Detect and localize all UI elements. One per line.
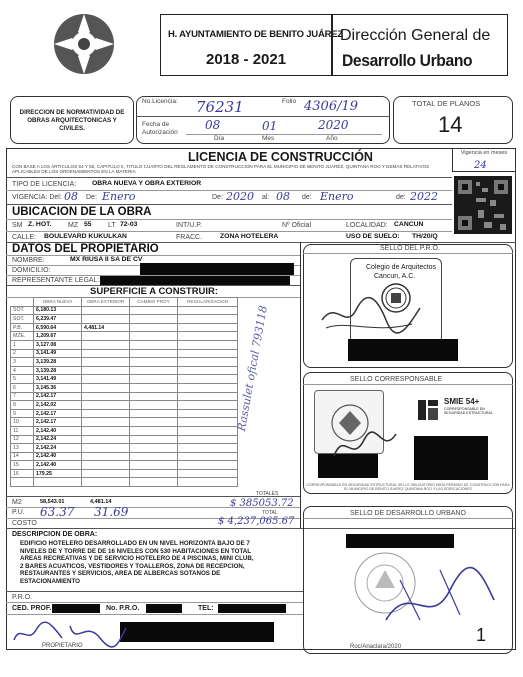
lt-value: 72-03 [120, 221, 138, 228]
descripcion-line: NIVELES DE Y TORRE DE DE 16 NIVELES CON 530 HABITACIONES EN TOTAL [20, 547, 252, 555]
corresponsable-small-text: CORRESPONSABLE EN SEGURIDAD ESTRUCTURAL SELLO OBLIGATORIO PARA PERMISO DE CONSTRUCCION PARA EL MUNICIPIO DE BENITO JUAREZ QUINTANA ROO Y LAS EDIFICACIONES [306, 483, 510, 492]
obra-nueva-cell: 3,145.36 [34, 383, 82, 392]
obra-nueva-cell: 3,139.28 [34, 358, 82, 367]
al-label: al: [262, 194, 270, 201]
regularizacion-cell [178, 418, 238, 427]
cambio-proy-cell [130, 340, 178, 349]
corresponsable-divider [303, 384, 513, 385]
mes-value: 01 [262, 119, 278, 133]
fecha-label: Fecha de Autorización [142, 121, 178, 136]
tipo-value: OBRA NUEVA Y OBRA EXTERIOR [92, 180, 202, 187]
obra-exterior-cell [82, 315, 130, 324]
licencia-value: 76231 [196, 98, 244, 116]
obra-nueva-cell: 1,209.67 [34, 332, 82, 341]
row-label: 6 [11, 383, 34, 392]
obra-nueva-cell: 2,142.24 [34, 435, 82, 444]
de3-value: Enero [320, 190, 354, 203]
header-regularizacion: REGULARIZACION [178, 298, 238, 307]
nombre-label: NOMBRE: [12, 257, 45, 264]
vigencia-divider [6, 204, 452, 205]
obra-exterior-cell [82, 452, 130, 461]
domicilio-label: DOMICILIO: [12, 267, 51, 274]
sm-value: Z. HOT. [28, 221, 52, 228]
regularizacion-cell [178, 332, 238, 341]
regularizacion-cell [178, 366, 238, 375]
sm-label: SM [12, 222, 23, 229]
regularizacion-cell [178, 478, 238, 487]
table-row [11, 315, 238, 324]
cambio-proy-cell [130, 332, 178, 341]
cambio-proy-cell [130, 435, 178, 444]
de1-label: De: [86, 194, 97, 201]
obra-nueva-cell: 3,141.49 [34, 349, 82, 358]
nopro-label: No. P.R.O. [106, 605, 140, 612]
obra-exterior-cell [82, 478, 130, 487]
vigencia-del-value: 08 [64, 190, 78, 203]
fracc-value: ZONA HOTELERA [220, 233, 279, 240]
de1-value: Enero [102, 190, 136, 203]
de4-value: 2022 [410, 190, 438, 203]
descripcion-bottom-divider [6, 591, 303, 592]
header [10, 8, 515, 80]
obra-nueva-cell: 2,142.17 [34, 418, 82, 427]
propietario-label: PROPIETARIO [42, 643, 83, 649]
obra-exterior-cell [82, 366, 130, 375]
cambio-proy-cell [130, 383, 178, 392]
dept-text: DIRECCION DE NORMATIVIDAD DE OBRAS ARQUITECTONICAS Y CIVILES. [19, 109, 125, 132]
sello-pro-title: SELLO DEL P.R.O. [380, 245, 440, 252]
table-row [11, 461, 238, 470]
cambio-proy-cell [130, 306, 178, 315]
table-row [11, 435, 238, 444]
obra-nueva-cell: 6,180.13 [34, 306, 82, 315]
obra-nueva-cell: 6,590.64 [34, 323, 82, 332]
obra-exterior-cell [82, 426, 130, 435]
obra-exterior-cell [82, 418, 130, 427]
superficie-body [11, 306, 238, 486]
smie-stamp [416, 396, 506, 424]
ced-redacted [52, 604, 100, 613]
colegio-line1: Colegio de Arquitectos [366, 264, 437, 271]
anio-label: Año [326, 135, 338, 142]
cambio-proy-cell [130, 469, 178, 478]
total-value: $ 385053.72 [230, 498, 294, 509]
direccion-line2: Desarrollo Urbano [342, 51, 473, 70]
sello-corresponsable-title: SELLO CORRESPONSABLE [350, 376, 443, 383]
page-number: 1 [476, 625, 487, 645]
tipo-label: TIPO DE LICENCIA: [12, 181, 77, 188]
obra-nueva-cell: 179.25 [34, 469, 82, 478]
cambio-proy-cell [130, 426, 178, 435]
sello-pro-divider [303, 253, 513, 254]
descripcion-line: ESTACIONAMIENTO [20, 577, 80, 585]
cambio-proy-cell [130, 452, 178, 461]
row-label: 9 [11, 409, 34, 418]
al-value: 08 [276, 190, 290, 203]
obra-exterior-cell [82, 349, 130, 358]
regularizacion-cell [178, 452, 238, 461]
obra-nueva-cell: 2,142.24 [34, 444, 82, 453]
table-row [11, 392, 238, 401]
obra-nueva-cell: 2,142.17 [34, 409, 82, 418]
table-row [11, 375, 238, 384]
ubicacion-title: UBICACION DE LA OBRA [12, 206, 152, 218]
total-planos-label: TOTAL DE PLANOS [412, 99, 481, 108]
uso-value: TH/20/Q [412, 233, 438, 240]
descripcion-text [20, 540, 300, 585]
regularizacion-cell [178, 375, 238, 384]
corresponsable-redacted-right [414, 436, 488, 480]
ayuntamiento-prefix: H. AYUNTAMIENTO DE [168, 29, 270, 40]
obra-nueva-cell: 6,239.47 [34, 315, 82, 324]
obra-exterior-cell [82, 409, 130, 418]
regularizacion-cell [178, 426, 238, 435]
row-label: SOT. [11, 306, 34, 315]
dia-value: 08 [205, 118, 221, 132]
calle-label: CALLE: [12, 234, 37, 241]
nombre-value: MX RIUSA II SA DE CV [70, 256, 143, 263]
folio-label: Folio [282, 98, 297, 105]
row-label: P.B. [11, 323, 34, 332]
obra-exterior-cell [82, 375, 130, 384]
legal-divider [6, 177, 452, 178]
period: 2018 - 2021 [206, 51, 287, 68]
representante-label: REPRESENTANTE LEGAL: [12, 277, 100, 284]
regularizacion-cell [178, 401, 238, 410]
obra-nueva-cell [34, 478, 82, 487]
tel-redacted [218, 604, 286, 613]
corresponsable-signature [330, 426, 400, 466]
cambio-proy-cell [130, 409, 178, 418]
regularizacion-cell [178, 409, 238, 418]
row-label: 8 [11, 401, 34, 410]
obra-exterior-cell [82, 469, 130, 478]
superficie-table [10, 297, 238, 487]
pro-divider [6, 602, 303, 603]
cambio-proy-cell [130, 478, 178, 487]
nopro-redacted [146, 604, 182, 613]
row-label: 10 [11, 418, 34, 427]
pu-label: P.U. [12, 509, 25, 516]
row-label: 13 [11, 444, 34, 453]
obra-exterior-cell [82, 444, 130, 453]
obra-exterior-cell [82, 435, 130, 444]
table-row [11, 409, 238, 418]
cambio-proy-cell [130, 418, 178, 427]
regularizacion-cell [178, 349, 238, 358]
table-row [11, 444, 238, 453]
representante-redacted [140, 263, 294, 275]
obra-nueva-cell: 3,139.28 [34, 366, 82, 375]
propietario-divider [6, 255, 300, 256]
descripcion-line: 2 BARES ACUATICOS, VESTIDORES Y TOALLEROS, ZONA DE RECEPCION, [20, 562, 245, 570]
obra-exterior-cell [82, 332, 130, 341]
row-label: 15 [11, 461, 34, 470]
smie-small: CORRESPONSABLE EN SEGURIDAD ESTRUCTURAL [444, 407, 493, 415]
de2-label: De: [212, 194, 223, 201]
propietario-title: DATOS DEL PROPIETARIO [12, 243, 159, 255]
row-label: MZE. [11, 332, 34, 341]
intup-label: INT/U.P. [176, 222, 202, 229]
table-row [11, 452, 238, 461]
table-header-row [11, 298, 238, 307]
header-cambio-proy: CAMBIO PROY [130, 298, 178, 307]
table-row [11, 332, 238, 341]
cambio-proy-cell [130, 461, 178, 470]
licencia-divider [136, 116, 390, 117]
desarrollo-redacted [346, 534, 454, 548]
right-column-divider [300, 242, 301, 528]
table-row [11, 306, 238, 315]
row-label: SOT. [11, 315, 34, 324]
m2-label: M2 [12, 499, 22, 506]
sello-desarrollo-divider [303, 518, 513, 519]
localidad-value: CANCUN [394, 221, 424, 228]
descripcion-line: RESTAURANTES Y SERVICIOS, AREA DE ALBERCAS SOTANOS DE [20, 570, 221, 578]
ced-label: CED. PROF. [12, 605, 52, 612]
header-obra-nueva: OBRA NUEVA [34, 298, 82, 307]
m2-exterior: 4,481.14 [90, 499, 112, 505]
row-label: 1 [11, 340, 34, 349]
regularizacion-cell [178, 444, 238, 453]
m2-nueva: 58,543.01 [40, 499, 65, 505]
regularizacion-cell [178, 340, 238, 349]
obra-nueva-cell: 2,142.02 [34, 401, 82, 410]
totales-label: TOTALES [256, 491, 279, 497]
pro-label: P.R.O. [12, 594, 33, 601]
domicilio-redacted [100, 276, 290, 285]
obra-exterior-cell [82, 392, 130, 401]
obra-nueva-cell: 3,127.08 [34, 340, 82, 349]
row-label: 3 [11, 358, 34, 367]
total-label: TOTAL [262, 510, 278, 516]
oficial-label: Nº Oficial [282, 222, 312, 229]
table-row [11, 478, 238, 487]
cambio-proy-cell [130, 444, 178, 453]
header-obra-exterior: OBRA EXTERIOR [82, 298, 130, 307]
mes-label: Mes [262, 135, 275, 142]
cambio-proy-cell [130, 401, 178, 410]
table-row [11, 340, 238, 349]
licencia-title: LICENCIA DE CONSTRUCCIÓN [188, 150, 373, 164]
vigencia-label: Vigencia en meses [460, 150, 508, 156]
calle-value: BOULEVARD KUKULKAN [44, 233, 127, 240]
cambio-proy-cell [130, 349, 178, 358]
table-row [11, 418, 238, 427]
folio-value: 4306/19 [304, 99, 359, 114]
anio-value: 2020 [318, 118, 349, 132]
sello-desarrollo-title: SELLO DE DESARROLLO URBANO [350, 510, 466, 517]
municipal-logo [50, 10, 118, 78]
costo-label: COSTO [12, 520, 37, 527]
row-label: 14 [11, 452, 34, 461]
row-label: 2 [11, 349, 34, 358]
mz-value: 55 [84, 221, 92, 228]
pro-signature [316, 290, 426, 340]
obra-nueva-cell: 3,141.49 [34, 375, 82, 384]
row-label: 16 [11, 469, 34, 478]
desarrollo-signature [380, 560, 500, 630]
mz-label: MZ [68, 222, 79, 229]
de2-value: 2020 [226, 190, 254, 203]
regularizacion-cell [178, 469, 238, 478]
ayuntamiento-title [168, 30, 343, 40]
table-row [11, 469, 238, 478]
row-label: 5 [11, 375, 34, 384]
regularizacion-cell [178, 323, 238, 332]
table-row [11, 426, 238, 435]
cambio-proy-cell [130, 323, 178, 332]
regularizacion-cell [178, 383, 238, 392]
legal-text: CON BASE A LOS ARTICULOS 54 Y 56, CAPITULO II, TITULO CUARTO DEL REGLAMENTO DE CONSTRUCCION PARA EL MUNICIPIO DE BENITO JUAREZ, QUINTANA ROO Y DEMAS RELATIVOS APLICABLES DE LOS ORDENAMIENTOS EN LA MATERIA [12, 164, 430, 175]
row-label: 12 [11, 435, 34, 444]
sm-divider [6, 231, 452, 232]
localidad-label: LOCALIDAD: [346, 222, 388, 229]
row-label: 11 [11, 426, 34, 435]
qr-code [454, 176, 512, 234]
superficie-title: SUPERFICIE A CONSTRUIR: [90, 286, 219, 297]
vigencia-del-label: VIGENCIA: Del: [12, 194, 62, 201]
obra-nueva-cell: 2,142.17 [34, 392, 82, 401]
dia-label: Día [214, 135, 225, 142]
obra-nueva-cell: 2,142.40 [34, 452, 82, 461]
descripcion-title: DESCRIPCION DE OBRA: [12, 531, 98, 538]
ubicacion-divider [6, 219, 452, 220]
vertical-handwritten-note: Rassulet ofical 793118 [235, 304, 270, 433]
obra-exterior-cell [82, 401, 130, 410]
total-planos-value: 14 [438, 112, 463, 137]
pu-nueva: 63.37 [40, 505, 75, 519]
obra-exterior-cell: 4,481.14 [82, 323, 130, 332]
obra-exterior-cell [82, 340, 130, 349]
table-row [11, 349, 238, 358]
table-row [11, 323, 238, 332]
table-row [11, 401, 238, 410]
lt-label: LT [108, 222, 116, 229]
uso-label: USO DE SUELO: [346, 233, 400, 240]
cambio-proy-cell [130, 392, 178, 401]
obra-exterior-cell [82, 461, 130, 470]
cambio-proy-cell [130, 315, 178, 324]
ced-divider [6, 614, 303, 615]
obra-exterior-cell [82, 358, 130, 367]
de3-label: de: [302, 194, 312, 201]
tel-label: TEL: [198, 605, 214, 612]
obra-exterior-cell [82, 383, 130, 392]
regularizacion-cell [178, 392, 238, 401]
obra-exterior-cell [82, 306, 130, 315]
cambio-proy-cell [130, 366, 178, 375]
pu-exterior: 31.69 [94, 505, 129, 519]
vigencia-value: 24 [474, 160, 487, 171]
row-label: 4 [11, 366, 34, 375]
de4-label: de: [396, 194, 406, 201]
ayuntamiento-name: BENITO JUÁREZ [269, 29, 344, 40]
regularizacion-cell [178, 315, 238, 324]
table-row [11, 366, 238, 375]
total-amount: $ 4,237,065.67 [218, 516, 295, 527]
colegio-line2: Cancun, A.C. [374, 273, 416, 280]
cambio-proy-cell [130, 375, 178, 384]
obra-nueva-cell: 2,142.40 [34, 426, 82, 435]
row-label [11, 478, 34, 487]
row-label: 7 [11, 392, 34, 401]
regularizacion-cell [178, 358, 238, 367]
table-row [11, 358, 238, 367]
smie-label: SMIE 54+ [444, 397, 480, 406]
table-row [11, 383, 238, 392]
footer-signature-text: Roc/Anaclara/2020 [350, 644, 402, 650]
regularizacion-cell [178, 461, 238, 470]
pro-stamp-redacted [348, 339, 458, 361]
obra-nueva-cell: 2,142.40 [34, 461, 82, 470]
fracc-label: FRACC. [176, 234, 203, 241]
cambio-proy-cell [130, 358, 178, 367]
propietario-redacted [120, 622, 274, 642]
header-spacer [11, 298, 34, 307]
descripcion-line: AREAS RECREATIVAS Y DE SERVICIO HOTELERO DE 4 PISCINAS, MINI CLUB, [20, 555, 254, 563]
descripcion-line: EDIFICIO HOTELERO DESARROLLADO EN UN NIVEL HORIZONTA BAJO DE 7 [20, 540, 250, 547]
regularizacion-cell [178, 306, 238, 315]
licencia-label: No.Licencia: [142, 98, 178, 105]
direccion-line1: Dirección General de [340, 27, 491, 44]
regularizacion-cell [178, 435, 238, 444]
